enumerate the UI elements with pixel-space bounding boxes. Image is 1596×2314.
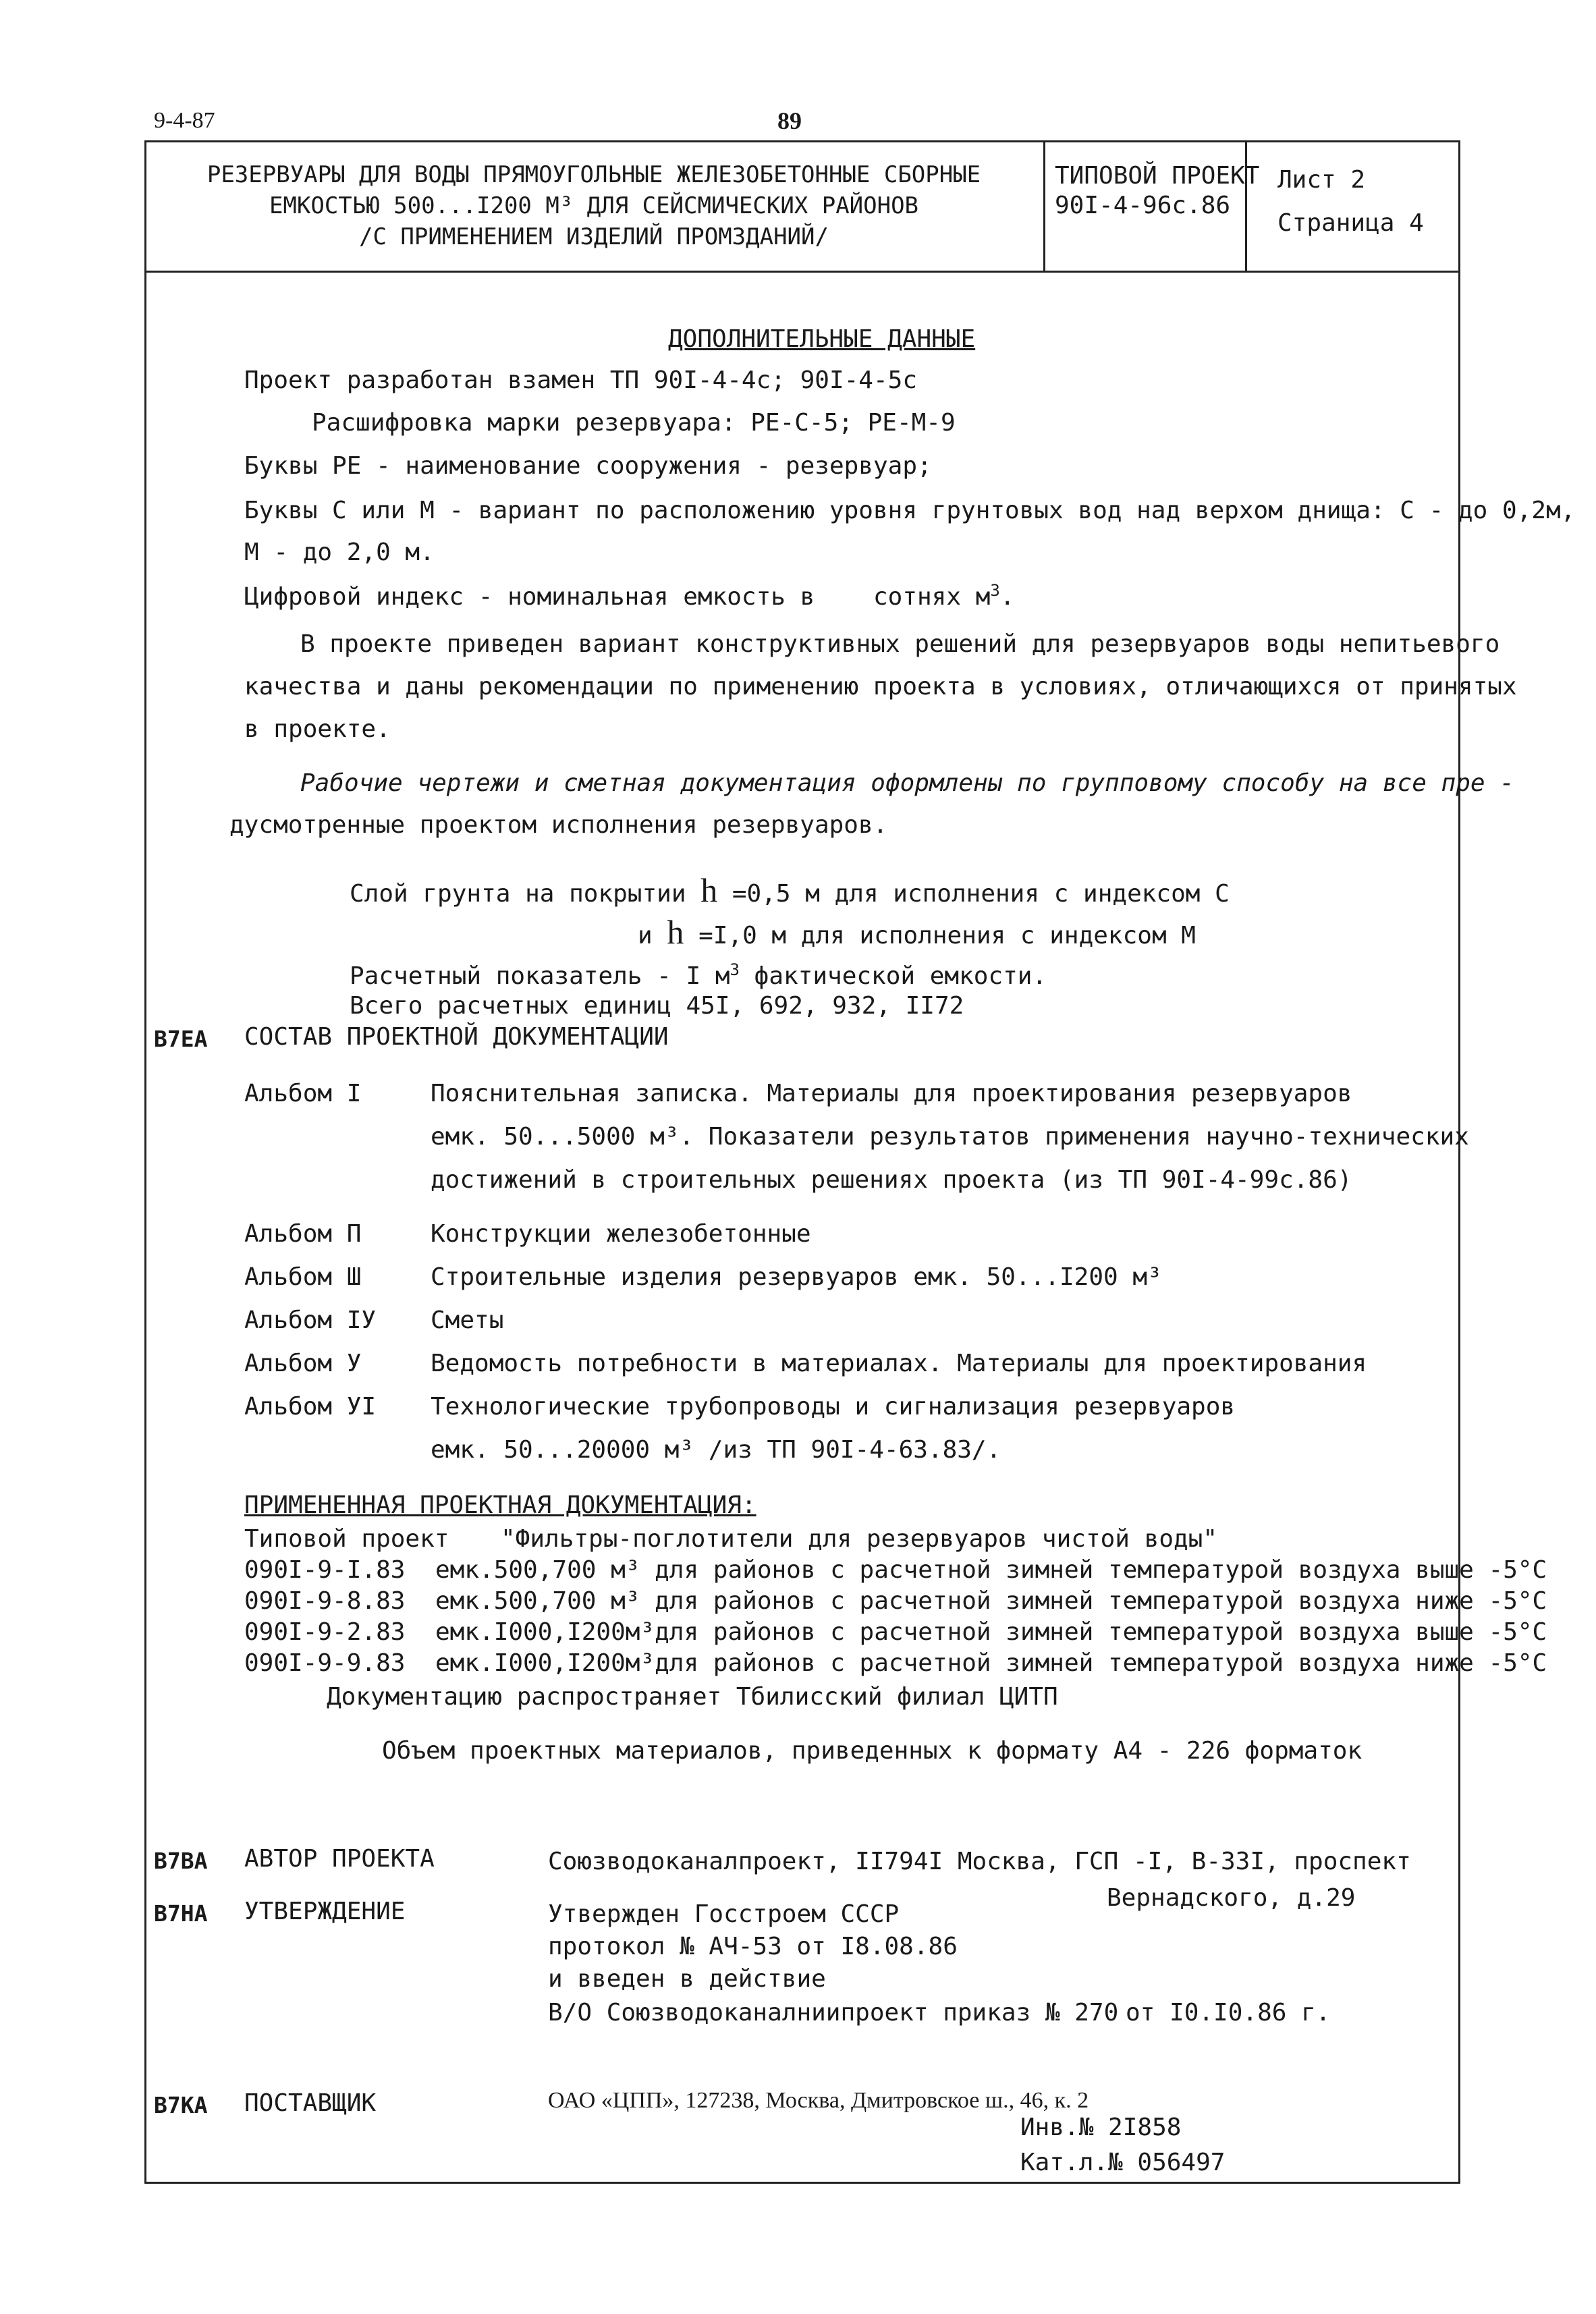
applied-docs-title: ПРИМЕНЕННАЯ ПРОЕКТНАЯ ДОКУМЕНТАЦИЯ: [244,1491,756,1519]
soil-layer-m-value: =I,0 м для исполнения с индексом М [698,922,1196,949]
calculation-indicator-text: Расчетный показатель - I м [350,962,730,990]
composition-title: СОСТАВ ПРОЕКТНОЙ ДОКУМЕНТАЦИИ [244,1023,669,1051]
album-4-name: Альбом IУ [244,1306,377,1334]
paragraph-1-line-2: качества и даны рекомендации по применению проекта в условиях, отличающихся от принятых [244,673,1517,700]
approval-line-2: протокол № АЧ-53 от I8.08.86 [548,1933,958,1960]
catalog-number: Кат.л.№ 056497 [1020,2149,1226,2176]
header-divider-1 [1043,140,1045,273]
album-4-line-1: Сметы [431,1306,504,1334]
applied-row-2-text: емк.500,700 м³ для районов с расчетной зимней температурой воздуха ниже -5°С [435,1587,1547,1615]
applied-row-4-text: емк.I000,I200м³для районов с расчетной зимней температурой воздуха ниже -5°С [435,1649,1547,1677]
author-line-1: Союзводоканалпроект, II794I Москва, ГСП -I, В-33I, проспект [548,1848,1411,1875]
applied-row-3-code: 090I-9-2.83 [244,1618,406,1646]
soil-layer-c-label: Слой грунта на покрытии [350,880,686,908]
header-title-line-2: ЕМКОСТЬЮ 500...I200 М³ ДЛЯ СЕЙСМИЧЕСКИХ РАЙОНОВ [269,192,919,219]
applied-row-4-code: 090I-9-9.83 [244,1649,406,1677]
soil-layer-c-value: =0,5 м для исполнения с индексом С [732,880,1230,908]
applied-row-3-text: емк.I000,I200м³для районов с расчетной зимней температурой воздуха выше -5°С [435,1618,1547,1646]
album-6-line-1: Технологические трубопроводы и сигнализация резервуаров [431,1393,1236,1421]
soil-layer-c-h: h [700,871,718,909]
approval-title: УТВЕРЖДЕНИЕ [244,1898,406,1925]
header-divider-2 [1245,140,1247,273]
soil-layer-m-h: h [667,913,684,951]
album-2-name: Альбом П [244,1220,362,1248]
album-1-line-2: емк. 50...5000 м³. Показатели результатов применения научно-технических [431,1123,1469,1151]
document-code: 9-4-87 [154,108,215,133]
header-title-line-3: /С ПРИМЕНЕНИЕМ ИЗДЕЛИЙ ПРОМЗДАНИЙ/ [359,223,829,250]
album-5-name: Альбом У [244,1350,362,1377]
album-5-line-1: Ведомость потребности в материалах. Материалы для проектирования [431,1350,1367,1377]
digit-index-dot: . [999,583,1015,611]
approval-line-4: В/О Союзводоканалниипроект приказ № 270 [548,1999,1119,2027]
album-1-line-3: достижений в строительных решениях проекта (из ТП 90I-4-99с.86) [431,1166,1352,1194]
volume-note: Объем проектных материалов, приведенных к формату А4 - 226 форматок [382,1737,1363,1765]
soil-layer-m-and: и [638,922,653,949]
header-project-label: ТИПОВОЙ ПРОЕКТ [1055,162,1260,190]
approval-line-1: Утвержден Госстроем СССР [548,1900,900,1928]
author-title: АВТОР ПРОЕКТА [244,1845,435,1873]
paragraph-2-line-1: Рабочие чертежи и сметная документация оформлены по групповому способу на все пре - [300,769,1514,797]
letters-cm-line-2: М - до 2,0 м. [244,539,435,566]
letters-cm-line-1: Буквы С или М - вариант по расположению уровня грунтовых вод над верхом днища: С - до 0,2м, [244,497,1576,524]
author-line-2: Вернадского, д.29 [1107,1884,1356,1912]
digit-index-sup: 3 [990,581,1000,600]
supplier-address: ОАО «ЦПП», 127238, Москва, Дмитровское ш., 46, к. 2 [548,2088,1089,2113]
paragraph-1-line-1: В проекте приведен вариант конструктивных решений для резервуаров воды непитьевого [300,630,1500,658]
approval-date: от I0.I0.86 г. [1126,1999,1331,2027]
album-1-name: Альбом I [244,1080,362,1107]
header-sheet: Лист 2 [1277,166,1366,194]
supplier-code: В7КА [154,2092,208,2118]
additional-data-heading: ДОПОЛНИТЕЛЬНЫЕ ДАННЫЕ [668,325,976,353]
applied-typical-label: Типовой проект [244,1525,449,1553]
paragraph-1-line-3: в проекте. [244,715,391,743]
digit-index-text: Цифровой индекс - номинальная емкость в [244,583,815,611]
album-6-name: Альбом УI [244,1393,377,1421]
applied-row-2-code: 090I-9-8.83 [244,1587,406,1615]
paragraph-2-line-2: дусмотренные проектом исполнения резервуаров. [229,811,888,839]
inventory-number: Инв.№ 2I858 [1020,2114,1182,2141]
letters-re: Буквы РЕ - наименование сооружения - резервуар; [244,452,932,480]
page-number: 89 [777,107,802,134]
soil-layer-c [350,871,1230,909]
header-project-number: 90I-4-96с.86 [1055,192,1231,219]
header-title-line-1: РЕЗЕРВУАРЫ ДЛЯ ВОДЫ ПРЯМОУГОЛЬНЫЕ ЖЕЛЕЗОБЕТОННЫЕ СБОРНЫЕ [207,161,981,188]
calculation-indicator-tail: фактической емкости. [739,962,1047,990]
album-1-line-1: Пояснительная записка. Материалы для проектирования резервуаров [431,1080,1352,1107]
supplier-title: ПОСТАВЩИК [244,2089,377,2117]
album-3-name: Альбом Ш [244,1263,362,1291]
author-code: В7ВА [154,1848,208,1874]
digit-index [244,583,1015,611]
replaced-projects: Проект разработан взамен ТП 90I-4-4с; 90I-4-5с [244,366,917,394]
header-title [155,159,1033,252]
album-6-line-2: емк. 50...20000 м³ /из ТП 90I-4-63.83/. [431,1436,1001,1464]
album-3-line-1: Строительные изделия резервуаров емк. 50...I200 м³ [431,1263,1162,1291]
mark-decoding: Расшифровка марки резервуара: РЕ-С-5; РЕ-М-9 [312,409,956,437]
total-units: Всего расчетных единиц 45I, 692, 932, II72 [350,992,964,1020]
album-2-line-1: Конструкции железобетонные [431,1220,811,1248]
calculation-indicator-sup: 3 [730,960,740,979]
header-page: Страница 4 [1277,209,1424,237]
applied-row-1-code: 090I-9-I.83 [244,1556,406,1584]
applied-typical-name: "Фильтры-поглотители для резервуаров чистой воды" [501,1525,1218,1553]
approval-line-3: и введен в действие [548,1965,826,1993]
applied-row-1-text: емк.500,700 м³ для районов с расчетной зимней температурой воздуха выше -5°С [435,1556,1547,1584]
distributor-note: Документацию распространяет Тбилисский филиал ЦИТП [327,1683,1058,1711]
composition-code: В7ЕА [154,1026,208,1052]
approval-code: В7НА [154,1900,208,1927]
soil-layer-m [638,913,1196,951]
calculation-indicator [350,962,1047,991]
digit-index-units: сотнях м [873,583,991,611]
